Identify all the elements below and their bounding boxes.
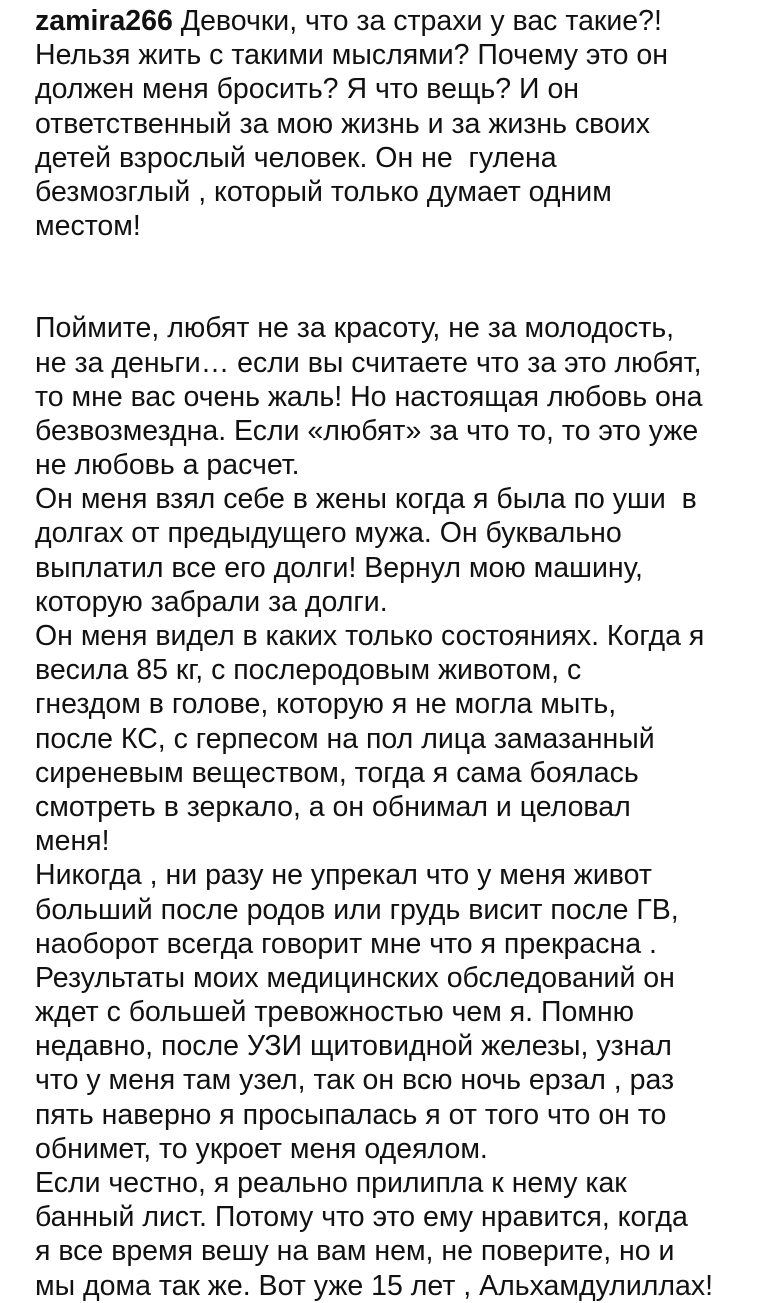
comment-line: местом! bbox=[35, 210, 141, 243]
comment-line: выплатил все его долги! Вернул мою машину, bbox=[35, 551, 643, 584]
comment-line: что у меня там узел, так он всю ночь ерзал , раз bbox=[35, 1064, 675, 1097]
comment-line: ждет с большей тревожностью чем я. Помню bbox=[35, 996, 635, 1029]
comment-line: безвозмездна. Если «любят» за что то, то это уже bbox=[35, 414, 699, 447]
comment-line: после КС, с герпесом на пол лица замазанный bbox=[35, 722, 655, 755]
comment-line: меня! bbox=[35, 825, 110, 858]
comment-line: недавно, после УЗИ щитовидной железы, узнал bbox=[35, 1030, 672, 1063]
comment-line: Никогда , ни разу не упрекал что у меня живот bbox=[35, 859, 652, 892]
comment-text bbox=[35, 4, 777, 1303]
comment-line: ответственный за мою жизнь и за жизнь своих bbox=[35, 107, 650, 140]
comment-line: Он меня взял себе в жены когда я была по уши в bbox=[35, 483, 697, 516]
comment-line: мы дома так же. Вот уже 15 лет , Альхамдулиллах! bbox=[35, 1269, 714, 1302]
comment-line: наоборот всегда говорит мне что я прекрасна . bbox=[35, 927, 657, 960]
comment-line: долгах от предыдущего мужа. Он буквально bbox=[35, 517, 622, 550]
comment-line: смотреть в зеркало, а он обнимал и целовал bbox=[35, 790, 631, 823]
comment-line: пять наверно я просыпалась я от того что он то bbox=[35, 1098, 667, 1131]
comment-line: Он меня видел в каких только состояниях. Когда я bbox=[35, 620, 705, 652]
username-link[interactable]: zamira266 bbox=[35, 5, 173, 37]
comment-line: обнимет, то укроет меня одеялом. bbox=[35, 1132, 488, 1165]
comment-line: Поймите, любят не за красоту, не за молодость, bbox=[35, 312, 675, 345]
comment-line: безмозглый , который только думает одним bbox=[35, 175, 612, 208]
comment-line: должен меня бросить? Я что вещь? И он bbox=[35, 73, 580, 106]
comment-line: я все время вешу на вам нем, не поверите, но и bbox=[35, 1235, 675, 1268]
comment-line: Если честно, я реально прилипла к нему как bbox=[35, 1167, 627, 1199]
comment-line: Результаты моих медицинских обследований он bbox=[35, 961, 675, 994]
comment-line: больший после родов или грудь висит после ГВ, bbox=[35, 893, 679, 926]
comment-line: детей взрослый человек. Он не гулена bbox=[35, 141, 557, 174]
comment-line: Девочки, что за страхи у вас такие?! bbox=[172, 5, 662, 37]
comment-first-line bbox=[35, 4, 777, 38]
comment-line: которую забрали за долги. bbox=[35, 585, 388, 618]
comment-line: весила 85 кг, с послеродовым животом, с bbox=[35, 654, 582, 687]
paragraph-gap bbox=[35, 243, 777, 311]
comment-line: не за деньги… если вы считаете что за это любят, bbox=[35, 346, 702, 379]
comment-line: то мне вас очень жаль! Но настоящая любовь она bbox=[35, 380, 703, 413]
comment-line: сиреневым веществом, тогда я сама боялась bbox=[35, 756, 639, 789]
comment-line: банный лист. Потому что это ему нравится, когда bbox=[35, 1201, 688, 1234]
comment-line: не любовь а расчет. bbox=[35, 449, 300, 482]
comment-line: гнездом в голове, которую я не могла мыть, bbox=[35, 688, 617, 721]
comment-line: Нельзя жить с такими мыслями? Почему это он bbox=[35, 39, 668, 72]
